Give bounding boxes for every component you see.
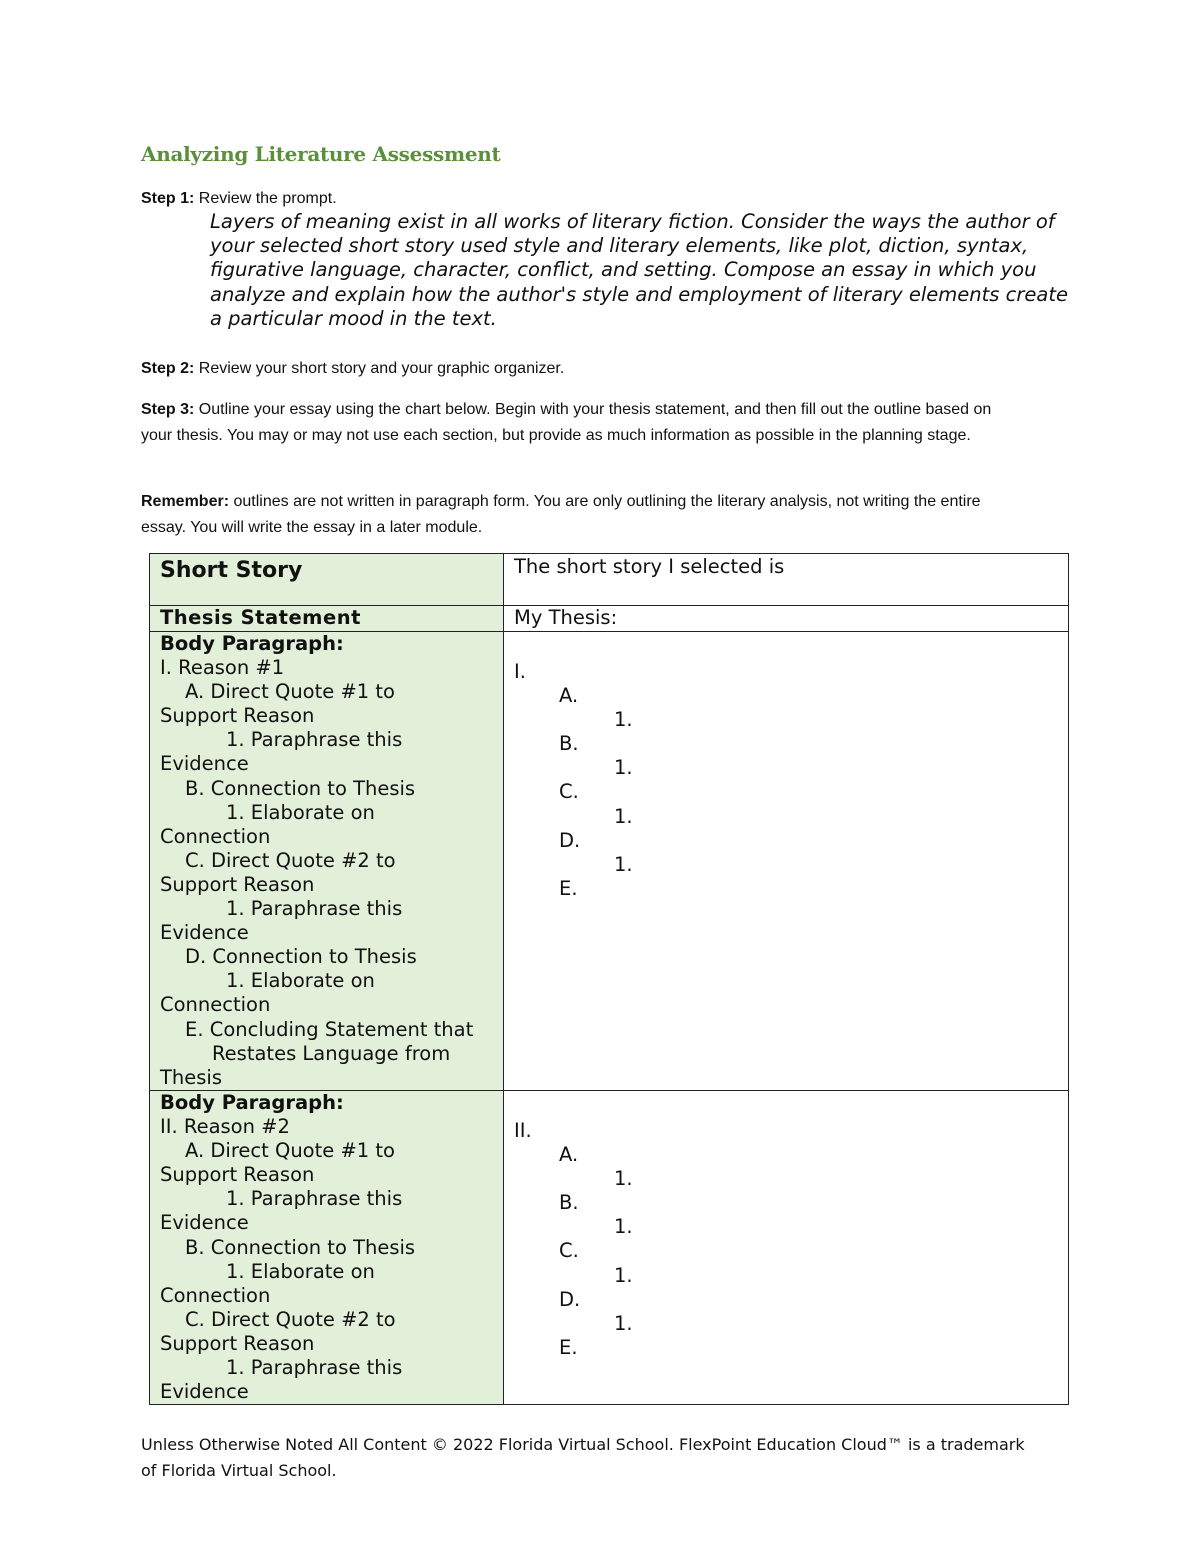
thesis-value: My Thesis: (514, 606, 618, 629)
short-story-label: Short Story (160, 558, 303, 583)
answer-marker: 1. (614, 708, 633, 732)
thesis-label-cell (150, 606, 504, 632)
outline-table (149, 553, 1069, 1405)
outline-line: 1. Paraphrase this (226, 728, 403, 752)
outline-line: Restates Language from (212, 1041, 451, 1065)
outline-line: 1. Paraphrase this (226, 897, 403, 921)
answer-marker: C. (559, 780, 579, 804)
row-short-story (150, 554, 1069, 606)
answer-marker: 1. (614, 756, 633, 780)
outline-line: 1. Elaborate on (226, 1259, 375, 1283)
body-1-answer-cell[interactable] (504, 632, 1069, 1091)
answer-marker: I. (514, 660, 526, 683)
thesis-label: Thesis Statement (160, 606, 361, 629)
answer-marker: E. (559, 876, 578, 900)
step-1-text: Review the prompt. (198, 190, 337, 207)
step-3-label: Step 3: (141, 401, 195, 418)
outline-line: Support Reason (160, 1163, 315, 1187)
copyright-footer: Unless Otherwise Noted All Content © 2022 Florida Virtual School. FlexPoint Education Cloud™ is a trademark of Florida Virtual School. (141, 1435, 1025, 1480)
outline-line: Connection (160, 993, 271, 1017)
answer-marker: D. (559, 828, 581, 852)
answer-marker: 1. (614, 1263, 633, 1287)
body-2-answer-cell[interactable] (504, 1091, 1069, 1405)
body-2-heading: Body Paragraph: (160, 1091, 344, 1114)
answer-marker: E. (559, 1335, 578, 1359)
outline-line: Support Reason (160, 704, 315, 728)
outline-line: Connection (160, 1283, 271, 1307)
answer-marker: II. (514, 1119, 532, 1142)
outline-line: I. Reason #1 (160, 656, 285, 680)
remember-note (141, 489, 1021, 541)
answer-marker: 1. (614, 1215, 633, 1239)
outline-line: Support Reason (160, 1331, 315, 1355)
body-1-heading: Body Paragraph: (160, 632, 344, 655)
step-3 (141, 397, 1021, 449)
answer-marker: 1. (614, 804, 633, 828)
step-2-label: Step 2: (141, 360, 195, 377)
outline-line: Evidence (160, 1380, 249, 1404)
answer-marker: A. (559, 1143, 579, 1167)
outline-line: 1. Paraphrase this (226, 1356, 403, 1380)
outline-line: 1. Elaborate on (226, 800, 375, 824)
outline-line: Support Reason (160, 872, 315, 896)
step-3-text: Outline your essay using the chart below. Begin with your thesis statement, and then fill out the outline based on your thesis. You may or may not use each section, but provide as much information as possible in the planning stage. (141, 401, 992, 444)
outline-line: Connection (160, 824, 271, 848)
outline-line: Evidence (160, 1211, 249, 1235)
step-1-label: Step 1: (141, 190, 195, 207)
row-body-paragraph-1 (150, 632, 1069, 1091)
answer-marker: B. (559, 732, 579, 756)
thesis-answer-cell[interactable] (504, 606, 1069, 632)
body-1-label-cell (150, 632, 504, 1091)
short-story-value: The short story I selected is (514, 555, 785, 578)
answer-marker: D. (559, 1287, 581, 1311)
outline-line: A. Direct Quote #1 to (185, 1139, 395, 1163)
body-2-label-cell (150, 1091, 504, 1405)
short-story-label-cell (150, 554, 504, 606)
answer-marker: 1. (614, 852, 633, 876)
answer-marker: 1. (614, 1167, 633, 1191)
row-thesis (150, 606, 1069, 632)
outline-line: 1. Paraphrase this (226, 1187, 403, 1211)
answer-marker: A. (559, 684, 579, 708)
outline-line: II. Reason #2 (160, 1115, 290, 1139)
outline-line: A. Direct Quote #1 to (185, 680, 395, 704)
outline-line: Evidence (160, 752, 249, 776)
essay-prompt: Layers of meaning exist in all works of literary fiction. Consider the ways the author of your selected short story used style and literary elements, like plot, diction, syntax, figurative language, character, conflict, and setting. Compose an essay in which you analyze and explain how the author's style and employment of literary elements create a particular mood in the text. (210, 210, 1068, 330)
outline-line: C. Direct Quote #2 to (185, 1307, 396, 1331)
outline-line: 1. Elaborate on (226, 969, 375, 993)
outline-line: C. Direct Quote #2 to (185, 848, 396, 872)
short-story-answer-cell[interactable] (504, 554, 1069, 606)
answer-marker: C. (559, 1239, 579, 1263)
outline-line: Thesis (160, 1065, 223, 1089)
page-title: Analyzing Literature Assessment (141, 142, 501, 166)
remember-label: Remember: (141, 493, 230, 510)
step-2 (141, 356, 1021, 382)
outline-line: Evidence (160, 921, 249, 945)
step-2-text: Review your short story and your graphic organizer. (198, 360, 565, 377)
answer-marker: 1. (614, 1311, 633, 1335)
outline-line: B. Connection to Thesis (185, 1235, 416, 1259)
outline-line: E. Concluding Statement that (185, 1017, 474, 1041)
answer-marker: B. (559, 1191, 579, 1215)
outline-line: B. Connection to Thesis (185, 776, 416, 800)
step-1 (141, 186, 1021, 212)
row-body-paragraph-2 (150, 1091, 1069, 1405)
outline-line: D. Connection to Thesis (185, 945, 417, 969)
remember-text: outlines are not written in paragraph form. You are only outlining the literary analysis, not writing the entire essay. You will write the essay in a later module. (141, 493, 981, 536)
